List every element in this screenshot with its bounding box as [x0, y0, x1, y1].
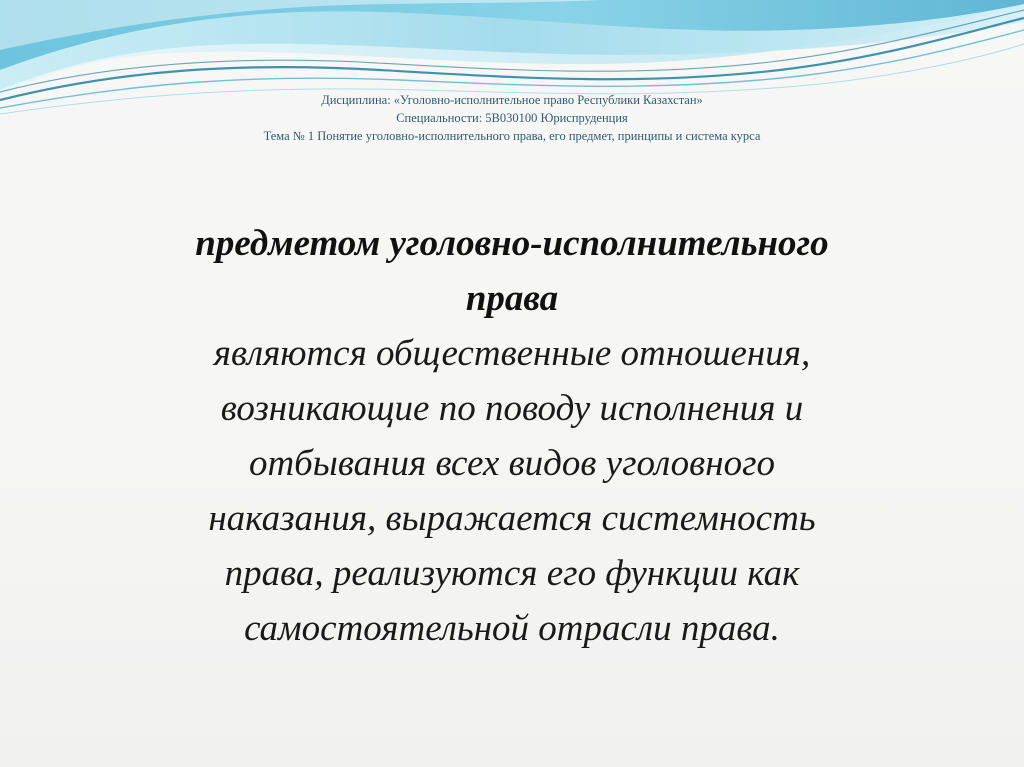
- topic-line: Тема № 1 Понятие уголовно-исполнительного права, его предмет, принципы и система курса: [263, 129, 761, 143]
- specialty-line: Специальности: 5В030100 Юриспруденция: [396, 111, 628, 125]
- slide-body: [100, 216, 924, 656]
- body-line-5: права, реализуются его функции как: [224, 553, 800, 594]
- body-line-4: наказания, выражается системность: [208, 498, 816, 539]
- body-lead-line-2: права: [465, 278, 559, 319]
- body-line-2: возникающие по поводу исполнения и: [220, 388, 804, 429]
- discipline-line: Дисциплина: «Уголовно-исполнительное право Республики Казахстан»: [321, 93, 703, 107]
- body-line-1: являются общественные отношения,: [213, 333, 811, 374]
- body-lead-line-1: предметом уголовно-исполнительного: [195, 223, 829, 264]
- body-line-6: самостоятельной отрасли права.: [244, 608, 780, 649]
- slide-header: [150, 91, 874, 145]
- body-line-3: отбывания всех видов уголовного: [248, 443, 776, 484]
